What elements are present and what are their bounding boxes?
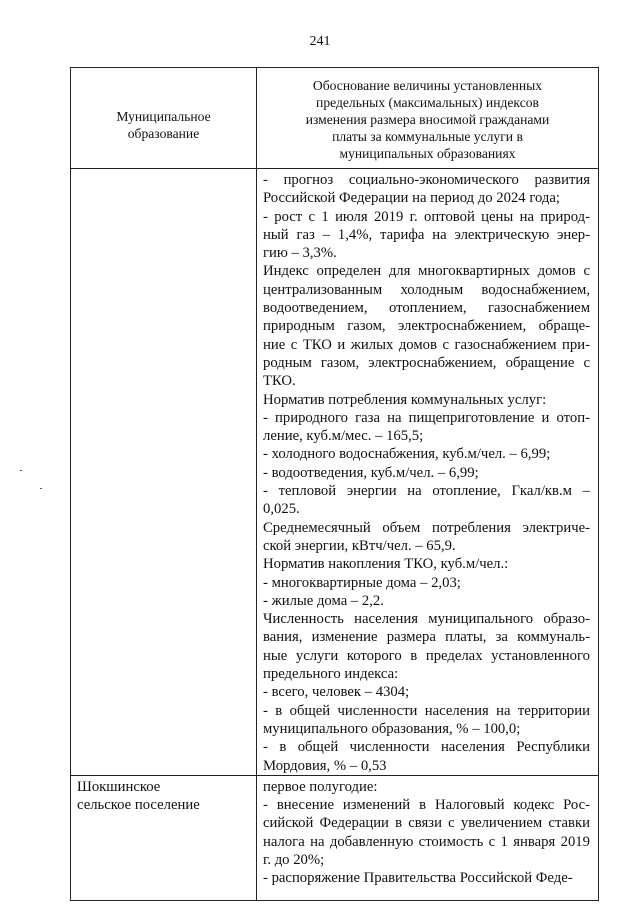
text-line: - в общей численности населения Республики xyxy=(263,739,590,756)
text-line: - холодного водоснабжения, куб.м/чел. – 6,99; xyxy=(263,446,551,463)
text-line: муниципального образования, % – 100,0; xyxy=(263,720,521,737)
text-line: - внесение изменений в Налоговый кодекс Рос- xyxy=(263,797,590,814)
text-line: вания, изменение размера платы, за коммуналь- xyxy=(263,629,590,646)
text-line: - распоряжение Правительства Российской Феде- xyxy=(263,870,573,887)
text-line: ТКО. xyxy=(263,373,296,390)
text-line: ные услуги которого в пределах установленного xyxy=(263,647,590,664)
municipal-index-table xyxy=(70,67,599,901)
text-line: Численность населения муниципального образо- xyxy=(263,611,590,628)
text-line: - жилые дома – 2,2. xyxy=(263,592,384,609)
text-line: ный газ – 1,4%, тарифа на электрическую энер- xyxy=(263,226,590,243)
text-line: гию – 3,3%. xyxy=(263,245,337,262)
text-line: - всего, человек – 4304; xyxy=(263,684,410,701)
text-line: водоотведением, отоплением, газоснабжением xyxy=(263,300,590,317)
text-line: природным газом, электроснабжением, обраще- xyxy=(263,318,590,335)
header-col1-line: Муниципальное xyxy=(116,109,211,124)
header-municipality xyxy=(71,68,257,169)
text-line: налога на добавленную стоимость с 1 января 2019 xyxy=(263,833,590,850)
text-line: - прогноз социально-экономического развития xyxy=(263,172,590,188)
table-row xyxy=(71,169,599,776)
text-line: предельного индекса: xyxy=(263,666,399,683)
text-line: централизованным холодным водоснабжением, xyxy=(263,281,590,298)
text-line: ление, куб.м/мес. – 165,5; xyxy=(263,428,424,445)
text-line: первое полугодие: xyxy=(263,778,378,795)
text-line: - в общей численности населения на территории xyxy=(263,702,590,719)
text-line: - многоквартирные дома – 2,03; xyxy=(263,574,461,591)
text-line: родным газом, электроснабжением, обращение с xyxy=(263,354,590,371)
text-line: Мордовия, % – 0,53 xyxy=(263,757,387,774)
text-line: - водоотведения, куб.м/чел. – 6,99; xyxy=(263,464,479,481)
table-row xyxy=(71,775,599,900)
text-line: Норматив потребления коммунальных услуг: xyxy=(263,391,547,408)
text-line: - рост с 1 июля 2019 г. оптовой цены на природ- xyxy=(263,208,590,225)
text-line: Норматив накопления ТКО, куб.м/чел.: xyxy=(263,556,509,573)
text-line: 0,025. xyxy=(263,501,300,518)
municipality-name-line: Шокшинское xyxy=(77,778,161,795)
text-line: - природного газа на пищеприготовление и отоп- xyxy=(263,409,590,426)
municipality-cell xyxy=(71,775,257,900)
header-col2-line: Обоснование величины установленных xyxy=(312,77,543,93)
text-line: Среднемесячный объем потребления электриче- xyxy=(263,519,590,536)
text-line: г. до 20%; xyxy=(263,851,325,868)
text-line: - тепловой энергии на отопление, Гкал/кв.м – xyxy=(263,483,590,500)
header-col2-line: изменения размера вносимой гражданами xyxy=(305,111,550,127)
municipality-name-line: сельское поселение xyxy=(77,797,200,814)
text-line: Российской Федерации на период до 2024 года; xyxy=(263,190,560,207)
text-line: ние с ТКО и жилых домов с газоснабжением при- xyxy=(263,336,590,353)
header-col2-line: предельных (максимальных) индексов xyxy=(316,94,539,110)
header-col1-line: образование xyxy=(127,126,200,141)
justification-cell xyxy=(257,169,599,776)
scan-mark xyxy=(20,470,22,471)
municipality-cell-empty xyxy=(71,169,257,776)
text-line: Индекс определен для многоквартирных домов с xyxy=(263,263,590,280)
header-justification xyxy=(257,68,599,169)
text-line: ской энергии, кВтч/чел. – 65,9. xyxy=(263,537,456,554)
header-col2-line: муниципальных образованиях xyxy=(339,145,516,161)
table-header-row xyxy=(71,68,599,169)
scan-mark xyxy=(40,488,42,489)
header-col2-line: платы за коммунальные услуги в xyxy=(332,128,523,144)
text-line: сийской Федерации в связи с увеличением ставки xyxy=(263,815,590,832)
justification-cell xyxy=(257,775,599,900)
page-number: 241 xyxy=(309,34,331,49)
